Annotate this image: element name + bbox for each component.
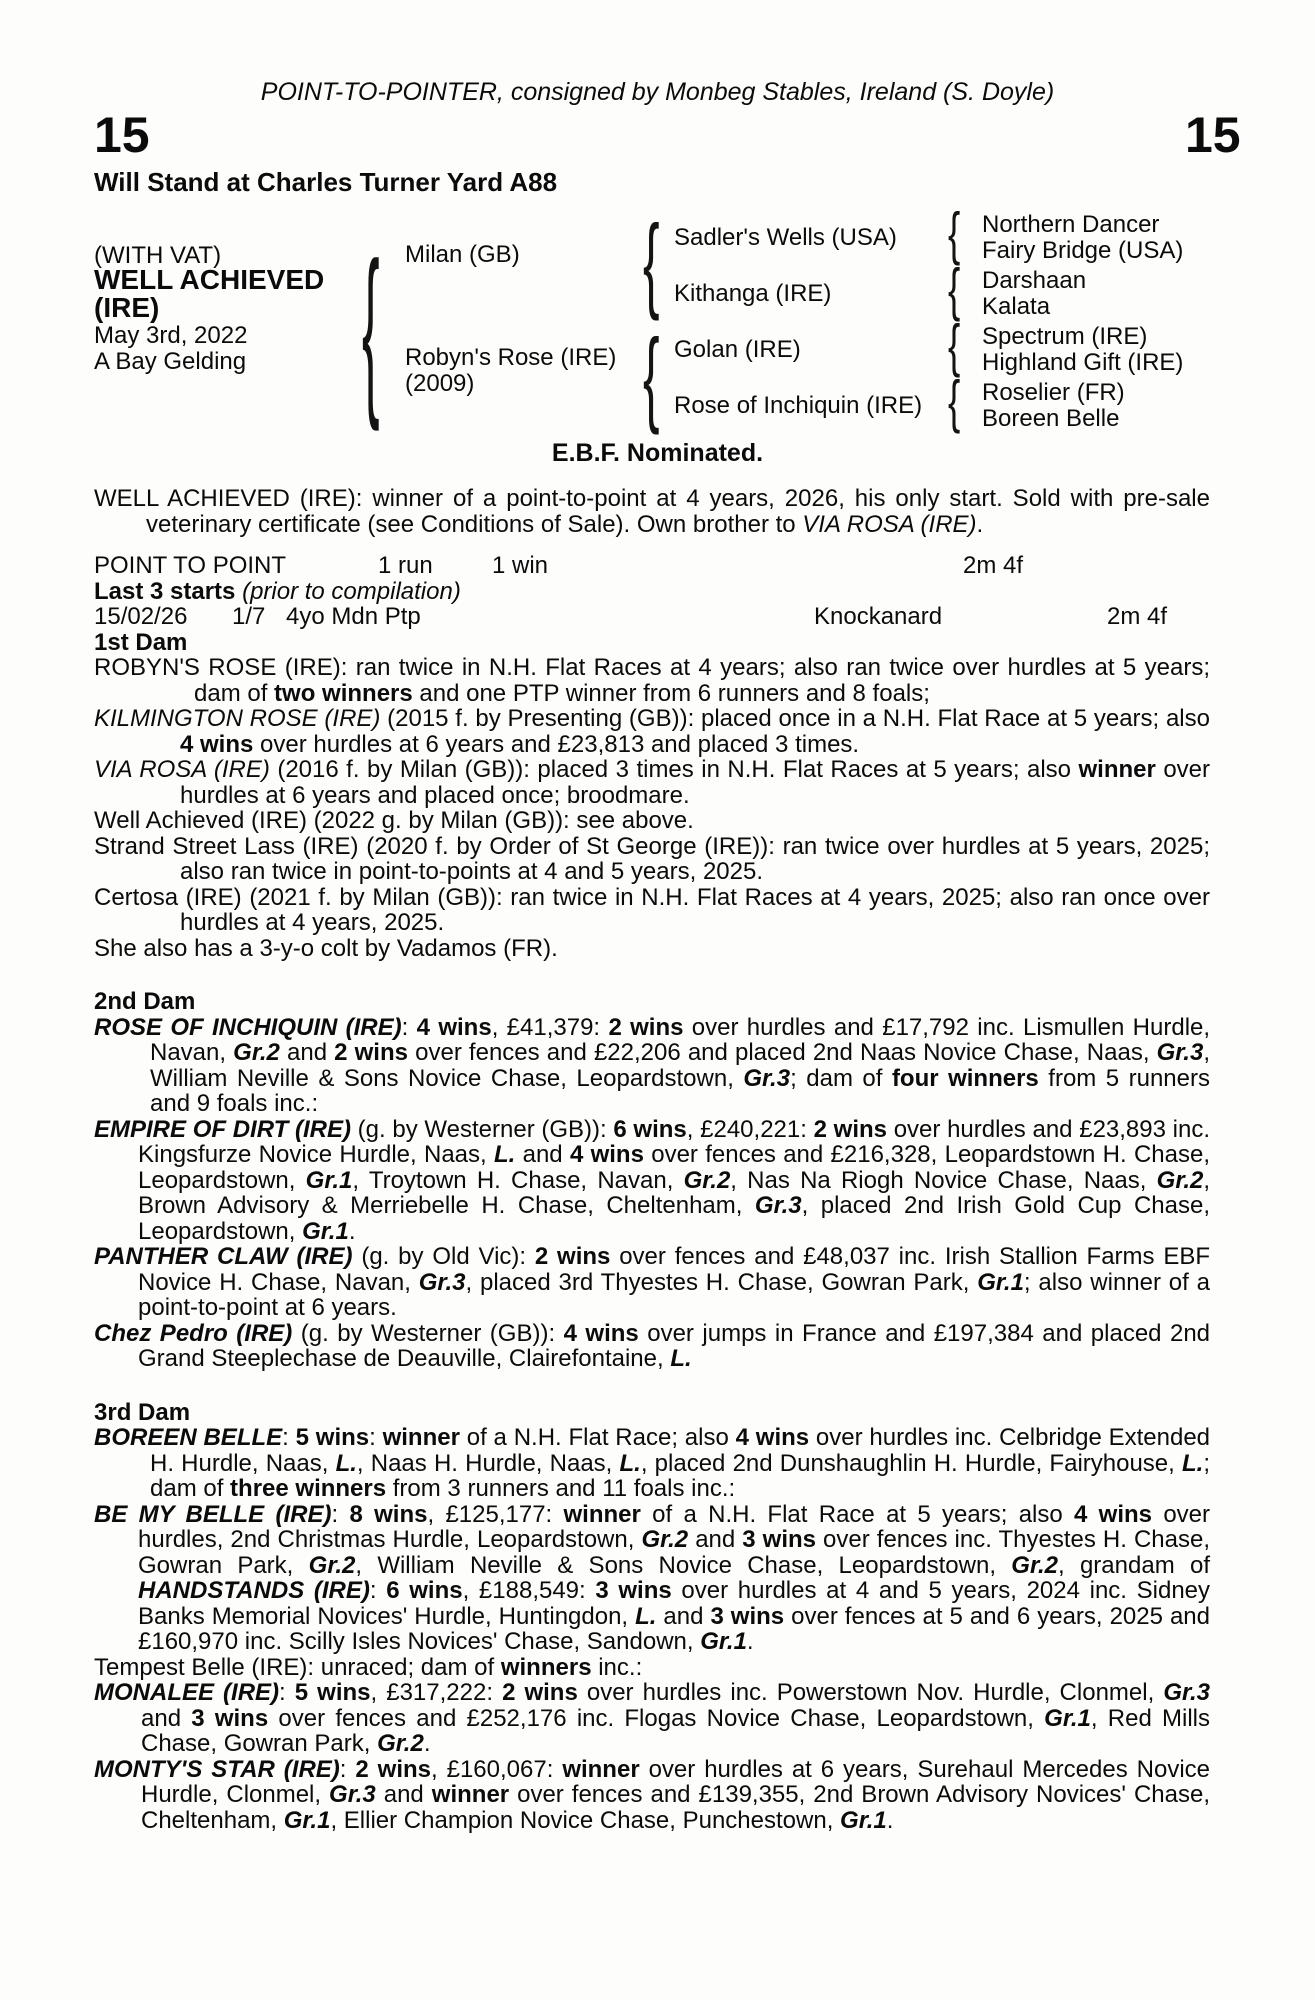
vat-note: (WITH VAT) [94,242,222,269]
lot-number-right: 15 [1185,107,1241,163]
progeny-entry: EMPIRE OF DIRT (IRE) (g. by Westerner (GB)): 6 wins, £240,221: 2 wins over hurdles and £23,893 inc. Kingsfurze Novice Hurdle, Naas, L. and 4 wins over fences and £216,328, Leopardstown H. Chase, Leopardstown, Gr.1, Troytown H. Chase, Navan, Gr.2, Nas Na Riogh Novice Chase, Naas, Gr.2, Brown Advisory & Merriebelle H. Chase, Cheltenham, Gr.3, placed 2nd Irish Gold Cup Chase, Leopardstown, Gr.1. [94,1115,1211,1245]
start-venue: Knockanard [814,603,943,630]
progeny-entry: Tempest Belle (IRE): unraced; dam of winners inc.: [94,1653,643,1681]
great-grandparent-2: Fairy Bridge (USA) [982,237,1184,264]
great-grandparent-6: Highland Gift (IRE) [982,349,1184,376]
horse-description: WELL ACHIEVED (IRE): winner of a point-to-point at 4 years, 2026, his only start. Sold with pre-sale veterinary certificate (see Conditions of Sale). Own brother to VIA ROSA (IRE). [94,485,1210,538]
race-record-row [94,553,1210,579]
dam-name: Robyn's Rose (IRE) [405,344,617,371]
great-grandparent-1: Northern Dancer [982,211,1160,238]
last-starts-title: Last 3 starts [94,577,236,605]
pedigree-brace-subject [362,245,383,303]
progeny-entry: VIA ROSA (IRE) (2016 f. by Milan (GB)): placed 3 times in N.H. Flat Races at 5 years; also winner over hurdles at 6 years and placed once; broodmare. [94,756,1211,809]
dam-entry: BOREEN BELLE: 5 wins: winner of a N.H. Flat Race; also 4 wins over hurdles inc. Celbridge Extended H. Hurdle, Naas, L., Naas H. Hurdle, Naas, L., placed 2nd Dunshaughlin H. Hurdle, Fairyhouse, L.; dam of three winners from 3 runners and 11 foals inc.: [94,1424,1211,1502]
start-race-type: 4yo Mdn Ptp [286,603,421,630]
race-record-distance: 2m 4f [963,552,1024,579]
ebf-nominated-note: E.B.F. Nominated. [551,439,764,467]
start-position: 1/7 [232,603,266,630]
start-date: 15/02/26 [94,603,188,630]
granddam-1: Kithanga (IRE) [674,280,832,307]
race-record-category: POINT TO POINT [94,552,287,579]
pedigree-brace-gp4 [948,374,963,417]
horse-name-suffix: (IRE) [94,292,160,323]
grandsire-2: Golan (IRE) [674,336,801,363]
pedigree-brace-gp3 [948,318,963,361]
dam-entry: ROBYN'S ROSE (IRE): ran twice in N.H. Flat Races at 4 years; also ran twice over hurdles at 5 years; dam of two winners and one PTP winner from 6 runners and 8 foals; [94,654,1210,707]
pedigree-brace-sire [643,215,664,273]
start-distance: 2m 4f [1107,603,1168,630]
progeny-entry: MONTY'S STAR (IRE): 2 wins, £160,067: winner over hurdles at 6 years, Surehaul Mercedes Novice Hurdle, Clonmel, Gr.3 and winner over fences and £139,355, 2nd Brown Advisory Novices' Chase, Cheltenham, Gr.1, Ellier Champion Novice Chase, Punchestown, Gr.1. [94,1755,1210,1834]
lot-number-left: 15 [94,107,150,163]
progeny-entry: Strand Street Lass (IRE) (2020 f. by Order of St George (IRE)): ran twice over hurdles at 5 years, 2025; also ran twice in point-to-points at 4 and 5 years, 2025. [94,832,1210,885]
progeny-entry: Well Achieved (IRE) (2022 g. by Milan (GB)): see above. [94,807,694,834]
catalogue-text [94,486,1210,1833]
horse-name: WELL ACHIEVED [94,264,325,295]
foaling-date: May 3rd, 2022 [94,322,248,349]
progeny-entry: MONALEE (IRE): 5 wins, £317,222: 2 wins over hurdles inc. Powerstown Nov. Hurdle, Clonmel, Gr.3 and 3 wins over fences and £252,176 inc. Flogas Novice Chase, Leopardstown, Gr.1, Red Mills Chase, Gowran Park, Gr.2. [94,1679,1211,1757]
granddam-2: Rose of Inchiquin (IRE) [674,392,923,419]
pedigree-brace-gp2 [948,262,963,305]
progeny-entry: BE MY BELLE (IRE): 8 wins, £125,177: winner of a N.H. Flat Race at 5 years; also 4 wins over hurdles, 2nd Christmas Hurdle, Leopardstown, Gr.2 and 3 wins over fences inc. Thyestes H. Chase, Gowran Park, Gr.2, William Neville & Sons Novice Chase, Leopardstown, Gr.2, grandam of HANDSTANDS (IRE): 6 wins, £188,549: 3 wins over hurdles at 4 and 5 years, 2024 inc. Sidney Banks Memorial Novices' Hurdle, Huntingdon, L. and 3 wins over fences at 5 and 6 years, 2025 and £160,970 inc. Scilly Isles Novices' Chase, Sandown, Gr.1. [94,1500,1211,1655]
last-starts-heading [94,579,1210,605]
progeny-entry: Certosa (IRE) (2021 f. by Milan (GB)): ran twice in N.H. Flat Races at 4 years, 2025; also ran once over hurdles at 4 years, 2025. [94,883,1210,936]
race-record-wins: 1 win [492,552,549,579]
last-start-row [94,604,1210,630]
great-grandparent-7: Roselier (FR) [982,379,1125,406]
progeny-entry: KILMINGTON ROSE (IRE) (2015 f. by Presenting (GB)): placed once in a N.H. Flat Race at 5 years; also 4 wins over hurdles at 6 years and £23,813 and placed 3 times. [94,705,1210,758]
stand-location-note: Will Stand at Charles Turner Yard A88 [94,167,558,197]
dam-entry: ROSE OF INCHIQUIN (IRE): 4 wins, £41,379: 2 wins over hurdles and £17,792 inc. Lismullen Hurdle, Navan, Gr.2 and 2 wins over fences and £22,206 and placed 2nd Naas Novice Chase, Naas, Gr.3, William Neville & Sons Novice Chase, Leopardstown, Gr.3; dam of four winners from 5 runners and 9 foals inc.: [94,1013,1211,1117]
additional-produce-note: She also has a 3-y-o colt by Vadamos (FR). [94,934,558,962]
great-grandparent-3: Darshaan [982,267,1087,294]
grandsire-1: Sadler's Wells (USA) [674,224,897,251]
pedigree-brace-dam [643,329,664,387]
pedigree-table [0,205,1315,440]
last-starts-subtitle: (prior to compilation) [242,577,461,605]
page-title: POINT-TO-POINTER, consigned by Monbeg Stables, Ireland (S. Doyle) [260,78,1055,106]
great-grandparent-8: Boreen Belle [982,405,1120,432]
sire-name: Milan (GB) [405,241,520,268]
pedigree-brace-gp1 [948,206,963,249]
race-record-runs: 1 run [378,552,433,579]
section-heading-1st-dam: 1st Dam [94,628,188,656]
dam-year: (2009) [405,370,475,397]
colour-sex: A Bay Gelding [94,348,247,375]
great-grandparent-4: Kalata [982,293,1051,320]
section-heading-2nd-dam: 2nd Dam [94,988,196,1015]
section-heading-3rd-dam: 3rd Dam [94,1398,191,1426]
great-grandparent-5: Spectrum (IRE) [982,323,1148,350]
progeny-entry: Chez Pedro (IRE) (g. by Westerner (GB)): 4 wins over jumps in France and £197,384 and placed 2nd Grand Steeplechase de Deauville, Clairefontaine, L. [94,1319,1211,1372]
progeny-entry: PANTHER CLAW (IRE) (g. by Old Vic): 2 wins over fences and £48,037 inc. Irish Stallion Farms EBF Novice H. Chase, Navan, Gr.3, placed 3rd Thyestes H. Chase, Gowran Park, Gr.1; also winner of a point-to-point at 6 years. [94,1243,1211,1321]
